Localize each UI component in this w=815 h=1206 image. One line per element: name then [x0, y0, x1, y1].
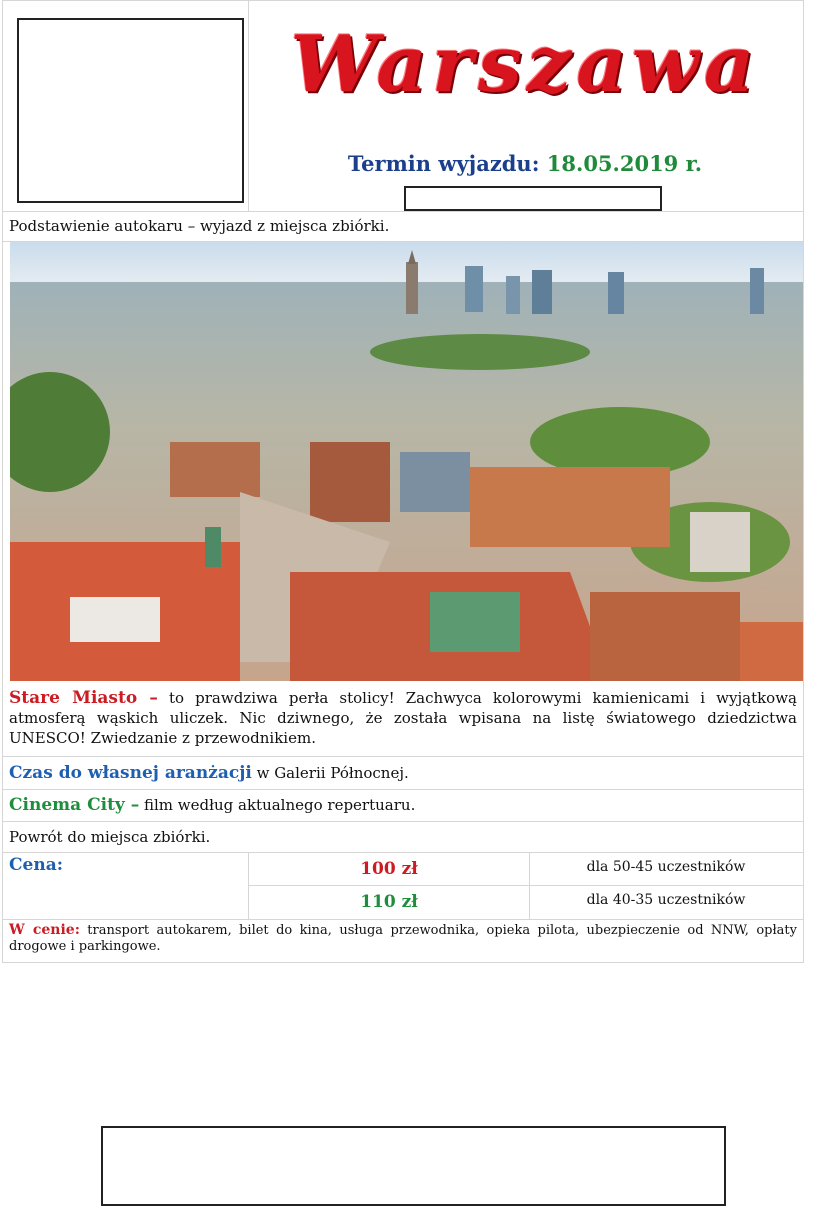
- document-sheet: [2, 0, 804, 963]
- warsaw-aerial-photo: [10, 242, 803, 681]
- bus-pickup-row: Podstawienie autokaru – wyjazd z miejsca zbiórki.: [3, 211, 803, 242]
- bottom-empty-box: [101, 1126, 726, 1206]
- price-label-cell: [3, 853, 249, 919]
- stare-miasto-paragraph: [3, 684, 803, 757]
- included-in-price-row: [3, 919, 803, 963]
- cinema-text: film według aktualnego repertuaru.: [139, 796, 416, 814]
- included-label: W cenie:: [9, 922, 80, 938]
- free-time-text: w Galerii Północnej.: [251, 764, 409, 782]
- departure-date-suffix: r.: [685, 151, 703, 176]
- free-time-row: [3, 758, 803, 790]
- included-text: transport autokarem, bilet do kina, usługa przewodnika, opieka pilota, ubezpieczenie od NNW, opłaty drogowe i parkingowe.: [9, 923, 797, 954]
- price-row: [249, 853, 803, 886]
- departure-date-value: 18.05.2019: [546, 151, 679, 176]
- free-time-title: Czas do własnej aranżacji: [9, 763, 252, 783]
- price-table: [3, 853, 803, 920]
- empty-field-box: [404, 186, 662, 211]
- price-amount: 100 zł: [249, 853, 530, 886]
- price-label: Cena:: [9, 855, 63, 875]
- page-title: Warszawa: [290, 19, 760, 110]
- departure-date-label: Termin wyjazdu:: [347, 151, 540, 176]
- stare-miasto-text: to prawdziwa perła stolicy! Zachwyca kolorowymi kamienicami i wyjątkową atmosferą wąskich uliczek. Nic dziwnego, że została wpisana na listę światowego dziedzictwa UNESCO! Zwiedzanie z przewodnikiem.: [9, 689, 797, 747]
- header-section: [3, 1, 803, 212]
- price-amount: 110 zł: [249, 886, 530, 919]
- cinema-row: [3, 790, 803, 822]
- photo-placeholder-box: [17, 18, 244, 203]
- cinema-title: Cinema City –: [9, 795, 140, 815]
- header-left-cell: [3, 1, 249, 211]
- return-row: Powrót do miejsca zbiórki.: [3, 822, 803, 853]
- departure-date-line: [265, 149, 785, 179]
- price-row: [249, 886, 803, 919]
- stare-miasto-title: Stare Miasto –: [9, 688, 158, 708]
- price-participants: dla 50-45 uczestników: [586, 859, 746, 875]
- price-participants: dla 40-35 uczestników: [586, 892, 746, 908]
